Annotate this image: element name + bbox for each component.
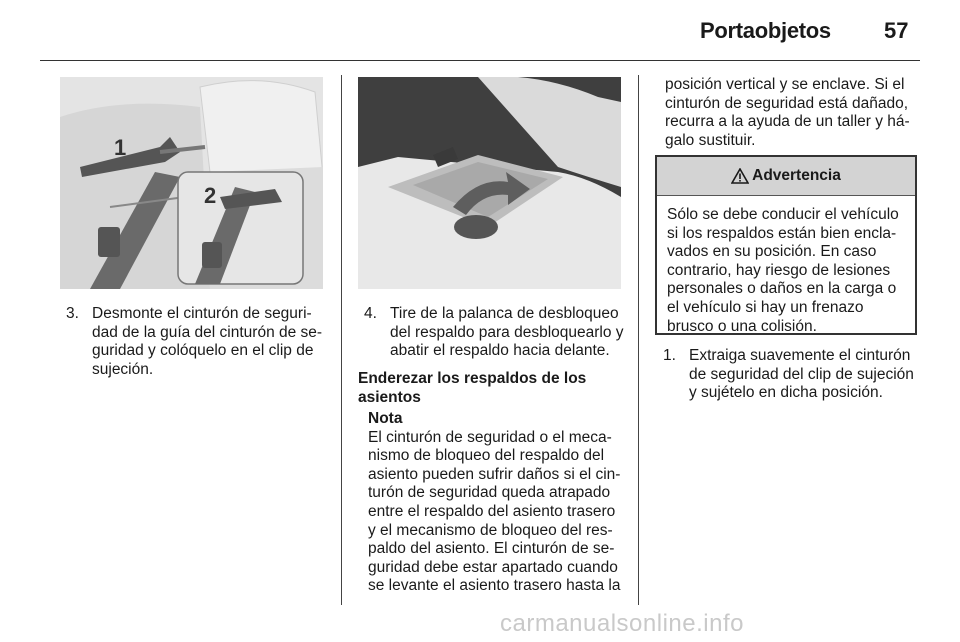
figure-backrest-release: [358, 77, 621, 289]
warning-body: [657, 196, 915, 336]
header-rule: [40, 60, 920, 61]
note-line: El cinturón de seguridad o el meca-: [368, 428, 612, 446]
warning-line: contrario, hay riesgo de lesiones: [667, 261, 891, 279]
note-line: guridad debe estar apartado cuando: [368, 558, 618, 576]
note-line: se levante el asiento trasero hasta la: [368, 577, 621, 595]
paragraph-line: posición vertical y se enclave. Si el: [665, 76, 905, 93]
warning-line: si los respaldos están bien encla-: [667, 224, 897, 242]
seatbelt-guide-illustration: [60, 77, 323, 289]
note-line: asiento pueden sufrir daños si el cin-: [368, 465, 621, 483]
step-4-number: 4.: [364, 305, 377, 322]
step-4-line: del respaldo para desbloquearlo y: [390, 323, 624, 341]
warning-header: [657, 157, 915, 196]
column-divider-right: [638, 75, 639, 605]
step-4: [364, 305, 636, 365]
step-3-line: sujeción.: [92, 360, 154, 378]
warning-triangle-icon: [731, 168, 749, 184]
paragraph-line: galo sustituir.: [665, 131, 756, 149]
step-1-line: de seguridad del clip de sujeción: [689, 365, 914, 383]
page-number: 57: [884, 18, 909, 43]
section-heading-line: Enderezar los respaldos de los: [358, 370, 587, 387]
callout-2: 2: [204, 183, 217, 208]
warning-triangle-glyph: [731, 168, 749, 184]
step-3-number: 3.: [66, 305, 79, 322]
warning-title: Advertencia: [752, 167, 841, 184]
step-3-line: dad de la guía del cinturón de se-: [92, 323, 323, 341]
step-4-line: Tire de la palanca de desbloqueo: [390, 305, 619, 322]
section-heading: [358, 370, 628, 407]
step-3: [66, 305, 336, 385]
step-1: [663, 347, 933, 407]
continued-paragraph: [665, 76, 935, 150]
note-line: paldo del asiento. El cinturón de se-: [368, 540, 615, 558]
warning-line: personales o daños en la carga o: [667, 280, 897, 298]
column-divider-left: [341, 75, 342, 605]
step-1-number: 1.: [663, 347, 676, 364]
page-header-title: Portaobjetos: [700, 18, 831, 43]
paragraph-line: cinturón de seguridad está dañado,: [665, 94, 909, 112]
note-line: turón de seguridad queda atrapado: [368, 484, 611, 502]
callout-1: 1: [114, 135, 127, 160]
note-line: y el mecanismo de bloqueo del res-: [368, 521, 613, 539]
backrest-release-illustration: [358, 77, 621, 289]
step-3-line: Desmonte el cinturón de seguri-: [92, 305, 312, 322]
figure-seatbelt-guide: [60, 77, 323, 289]
step-1-line: y sujételo en dicha posición.: [689, 384, 883, 402]
step-1-line: Extraiga suavemente el cinturón: [689, 347, 911, 364]
section-heading-line: asientos: [358, 388, 421, 406]
paragraph-line: recurra a la ayuda de un taller y há-: [665, 113, 910, 131]
warning-line: Sólo se debe conducir el vehículo: [667, 206, 899, 223]
note-line: entre el respaldo del asiento trasero: [368, 502, 616, 520]
warning-line: brusco o una colisión.: [667, 317, 817, 335]
step-3-line: guridad y colóquelo en el clip de: [92, 342, 314, 360]
note-line: nismo de bloqueo del respaldo del: [368, 447, 605, 465]
warning-box: [655, 155, 917, 335]
watermark-text: carmanualsonline.info: [500, 610, 744, 637]
note-block: [368, 410, 638, 596]
step-4-line: abatir el respaldo hacia delante.: [390, 342, 610, 360]
warning-line: vados en su posición. En caso: [667, 243, 877, 261]
note-title: Nota: [368, 410, 403, 427]
warning-line: el vehículo si hay un frenazo: [667, 298, 864, 316]
